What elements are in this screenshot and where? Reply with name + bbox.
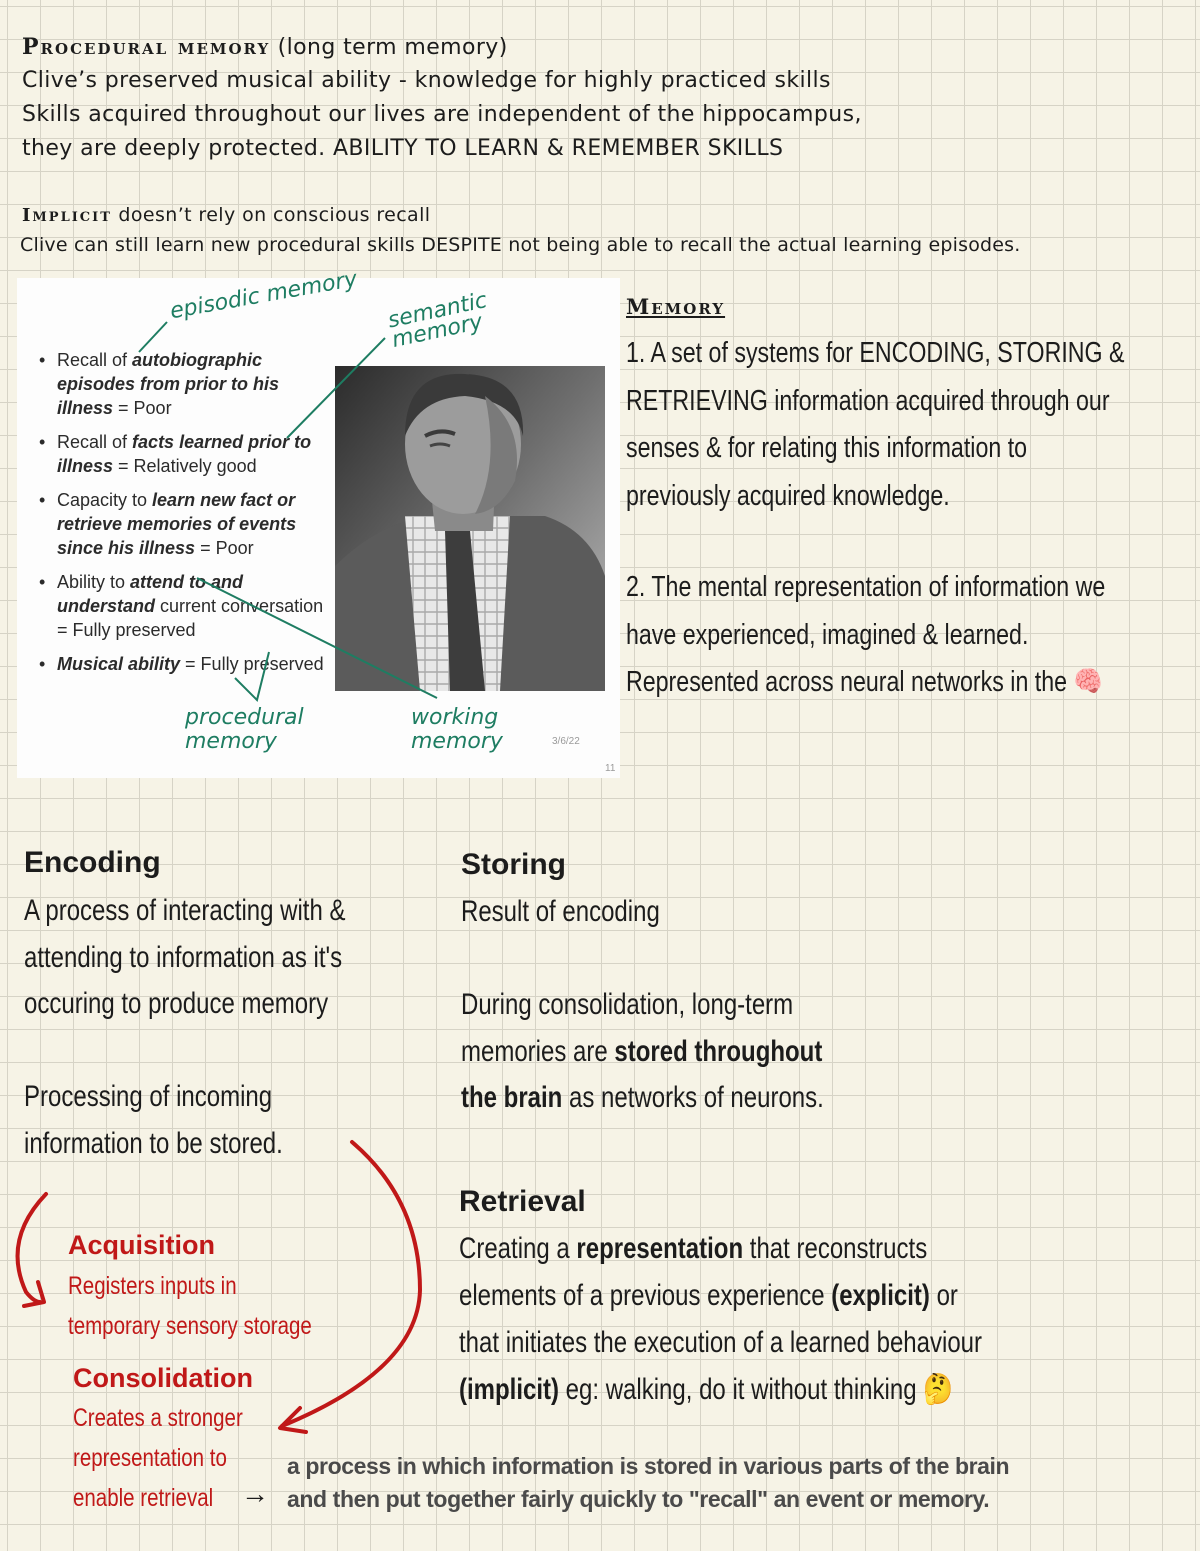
slide-bullet: • Ability to attend to and understand current conversation = Fully preserved xyxy=(35,570,335,642)
slide-page-number: 11 xyxy=(605,763,616,774)
slide-date: 3/6/22 xyxy=(552,736,580,747)
acquisition-body: Registers inputs in temporary sensory storage xyxy=(68,1272,312,1340)
implicit-heading xyxy=(22,204,430,226)
procedural-title: Procedural memory xyxy=(22,34,271,60)
thinking-face-icon: 🤔 xyxy=(923,1373,954,1406)
brain-icon: 🧠 xyxy=(1073,666,1103,698)
acquisition-title: Acquisition xyxy=(68,1230,215,1260)
consolidation-body: Creates a stronger representation to enable retrieval xyxy=(73,1404,243,1512)
retrieval-title: Retrieval xyxy=(459,1185,586,1218)
slide-bullet: • Recall of facts learned prior to illness = Relatively good xyxy=(35,430,335,478)
consolidation-note: a process in which information is stored in various parts of the brain and then put together fairly quickly to "recall" an event or memory. xyxy=(287,1453,1010,1512)
retrieval-body: Creating a representation that reconstructs elements of a previous experience (explicit) or that initiates the execution of a learned behaviour (implicit) eg: walking, do it without thinking 🤔 xyxy=(459,1232,983,1406)
memory-definition-2: 2. The mental representation of information we have experienced, imagined & learned. Represented across neural networks in the 🧠 xyxy=(626,571,1106,698)
storing-title: Storing xyxy=(461,848,566,881)
right-arrow-icon: → xyxy=(241,1478,269,1509)
annotation-procedural-memory: procedural memory xyxy=(185,705,304,754)
consolidation-title: Consolidation xyxy=(73,1363,253,1393)
procedural-line-1: Clive’s preserved musical ability - knowledge for highly practiced skills xyxy=(22,68,831,93)
clive-slide xyxy=(17,266,620,778)
implicit-title: Implicit xyxy=(22,205,112,226)
annotation-working-memory: working memory xyxy=(411,705,503,754)
slide-bullet: • Recall of autobiographic episodes from prior to his illness = Poor xyxy=(35,348,335,420)
memory-title: Memory xyxy=(626,294,726,319)
procedural-heading xyxy=(22,34,508,60)
storing-body: Result of encoding During consolidation, long-term memories are stored throughout the brain as networks of neurons. xyxy=(461,895,824,1114)
red-flow-arrows xyxy=(0,1130,440,1450)
annotation-connector-lines xyxy=(17,278,620,778)
memory-definition-1: 1. A set of systems for ENCODING, STORING & RETRIEVING information acquired through our senses & for relating this information to previously acquired knowledge. xyxy=(626,337,1125,512)
encoding-paragraph-2: Processing of incoming information to be stored. xyxy=(24,1080,283,1160)
encoding-paragraph-1: A process of interacting with & attending to information as it's occuring to produce memory xyxy=(24,894,346,1020)
annotation-episodic-memory: episodic memory xyxy=(168,266,360,325)
procedural-line-3: they are deeply protected. ABILITY TO LEARN & REMEMBER SKILLS xyxy=(22,136,784,161)
annotation-semantic-memory: semantic memory xyxy=(385,288,490,354)
procedural-line-2: Skills acquired throughout our lives are independent of the hippocampus, xyxy=(22,102,862,127)
implicit-line-2: Clive can still learn new procedural skills DESPITE not being able to recall the actual learning episodes. xyxy=(20,234,1021,256)
procedural-subtitle: (long term memory) xyxy=(277,35,508,60)
slide-bullet: • Musical ability = Fully preserved xyxy=(35,652,335,676)
slide-bullet: • Capacity to learn new fact or retrieve memories of events since his illness = Poor xyxy=(35,488,335,560)
encoding-title: Encoding xyxy=(24,846,161,879)
implicit-rest: doesn’t rely on conscious recall xyxy=(118,204,431,226)
